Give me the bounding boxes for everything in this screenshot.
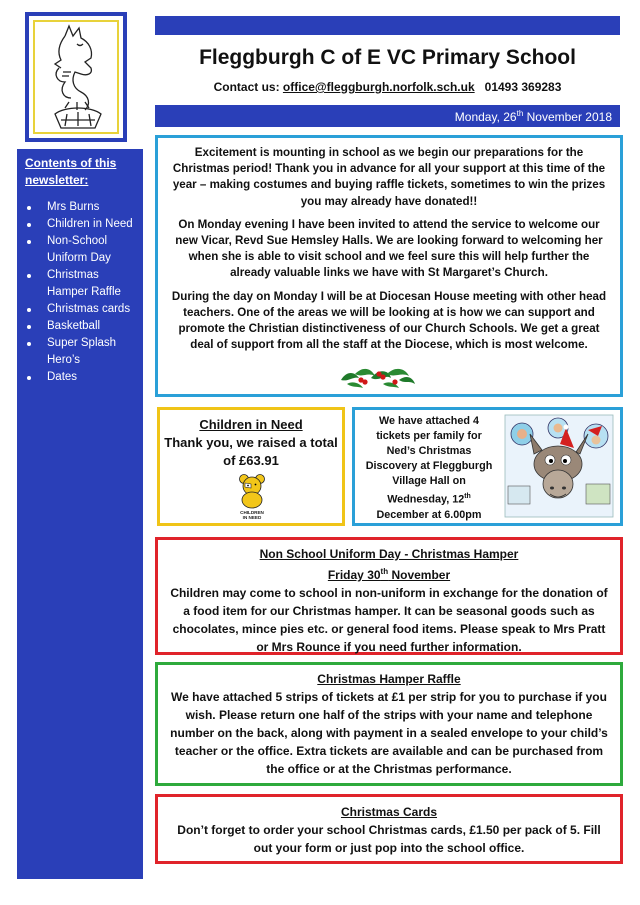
contents-item: Super Splash Hero’s [25, 335, 137, 369]
christmas-cards-box [155, 794, 623, 864]
date-rest: November 2018 [523, 110, 612, 124]
uniform-day-title: Non School Uniform Day - Christmas Hamper [259, 547, 519, 561]
phone-number: 01493 369283 [484, 80, 562, 94]
donkey-illustration [504, 414, 614, 518]
school-crest-icon [35, 22, 121, 136]
intro-paragraph: During the day on Monday I will be at Diocesan House meeting with other head teachers. One of the areas we will be looking at is how we can support and promote the Christian distinctiveness of our Church Schools. We get a great deal of support from all the staff at the Diocese, which is most welcome. [171, 289, 607, 352]
svg-text:IN NEED: IN NEED [242, 515, 262, 520]
contents-list [25, 199, 137, 386]
uniform-date-sup: th [380, 567, 389, 576]
contents-sidebar [17, 149, 143, 879]
raffle-body: We have attached 5 strips of tickets at £1 per strip for you to purchase if you wish. Please return one half of the strips with your name and telephone number on the back, along with payment in a sealed envelope to your child’s teacher or the office. Extra tickets are available and can be purchased from the office or at the Christmas performance. [170, 690, 608, 776]
uniform-day-box [155, 537, 623, 655]
email-link[interactable]: office@fleggburgh.norfolk.sch.uk [282, 80, 475, 94]
logo-frame [33, 20, 119, 134]
uniform-date-rest: November [388, 568, 451, 582]
children-in-need-title: Children in Need [199, 417, 303, 432]
contact-line [155, 79, 620, 95]
contents-item: Christmas cards [25, 301, 137, 318]
intro-message-box [155, 135, 623, 397]
holly-icon [337, 362, 417, 392]
ned-line2: December at 6.00pm [376, 508, 482, 521]
date-prefix: Monday, 26 [454, 110, 517, 124]
cards-body: Don’t forget to order your school Christmas cards, £1.50 per pack of 5. Fill out your form or just pop into the school office. [177, 823, 601, 855]
raffle-title: Christmas Hamper Raffle [317, 672, 461, 686]
ned-christmas-text [363, 414, 495, 523]
contact-prefix: Contact us: [213, 80, 283, 94]
school-logo [25, 12, 127, 142]
ned-line1: We have attached 4 tickets per family for Ned’s Christmas Discovery at Fleggburgh Village Hall on Wednesday, 12 [365, 415, 493, 506]
contents-item: Non-School Uniform Day [25, 233, 137, 267]
ned-line1-sup: th [464, 493, 471, 500]
sidebar-title: Contents of this newsletter: [25, 156, 117, 187]
cards-title: Christmas Cards [340, 805, 438, 819]
intro-paragraph: On Monday evening I have been invited to attend the service to welcome our new Vicar, Revd Sue Hemsley Halls. We are looking forward to welcoming her when she is able to visit school and we feel sure this will help further the already valuable links we have with St Margaret’s Church. [175, 217, 603, 280]
date-bar [155, 105, 620, 127]
date-suffix: th [516, 109, 524, 118]
children-in-need-logo-text: CHILDREN [240, 510, 264, 515]
contents-item: Christmas Hamper Raffle [25, 267, 137, 301]
uniform-day-body: Children may come to school in non-uniform in exchange for the donation of a food item for our Christmas hamper. It can be seasonal goods such as chocolates, mince pies etc. or general food items. Please speak to Mrs Pratt or Mrs Rounce if you need further information. [170, 586, 608, 654]
children-in-need-body: Thank you, we raised a total of £63.91 [164, 435, 338, 468]
contents-item: Children in Need [25, 216, 137, 233]
uniform-day-date [168, 563, 610, 584]
hamper-raffle-box [155, 662, 623, 786]
header-top-bar [155, 16, 620, 35]
school-name: Fleggburgh C of E VC Primary School [199, 46, 576, 69]
intro-paragraph: Excitement is mounting in school as we begin our preparations for the Christmas period! Thank you in advance for all your support at this time of the year – making costumes and buying raffle tickets, sometimes to win the prizes you may already have donated!! [172, 146, 606, 208]
contents-item: Mrs Burns [25, 199, 137, 216]
pudsey-bear-icon [233, 473, 271, 521]
contents-item: Dates [25, 369, 137, 386]
contents-item: Basketball [25, 318, 137, 335]
uniform-date-prefix: Friday 30 [327, 568, 381, 582]
